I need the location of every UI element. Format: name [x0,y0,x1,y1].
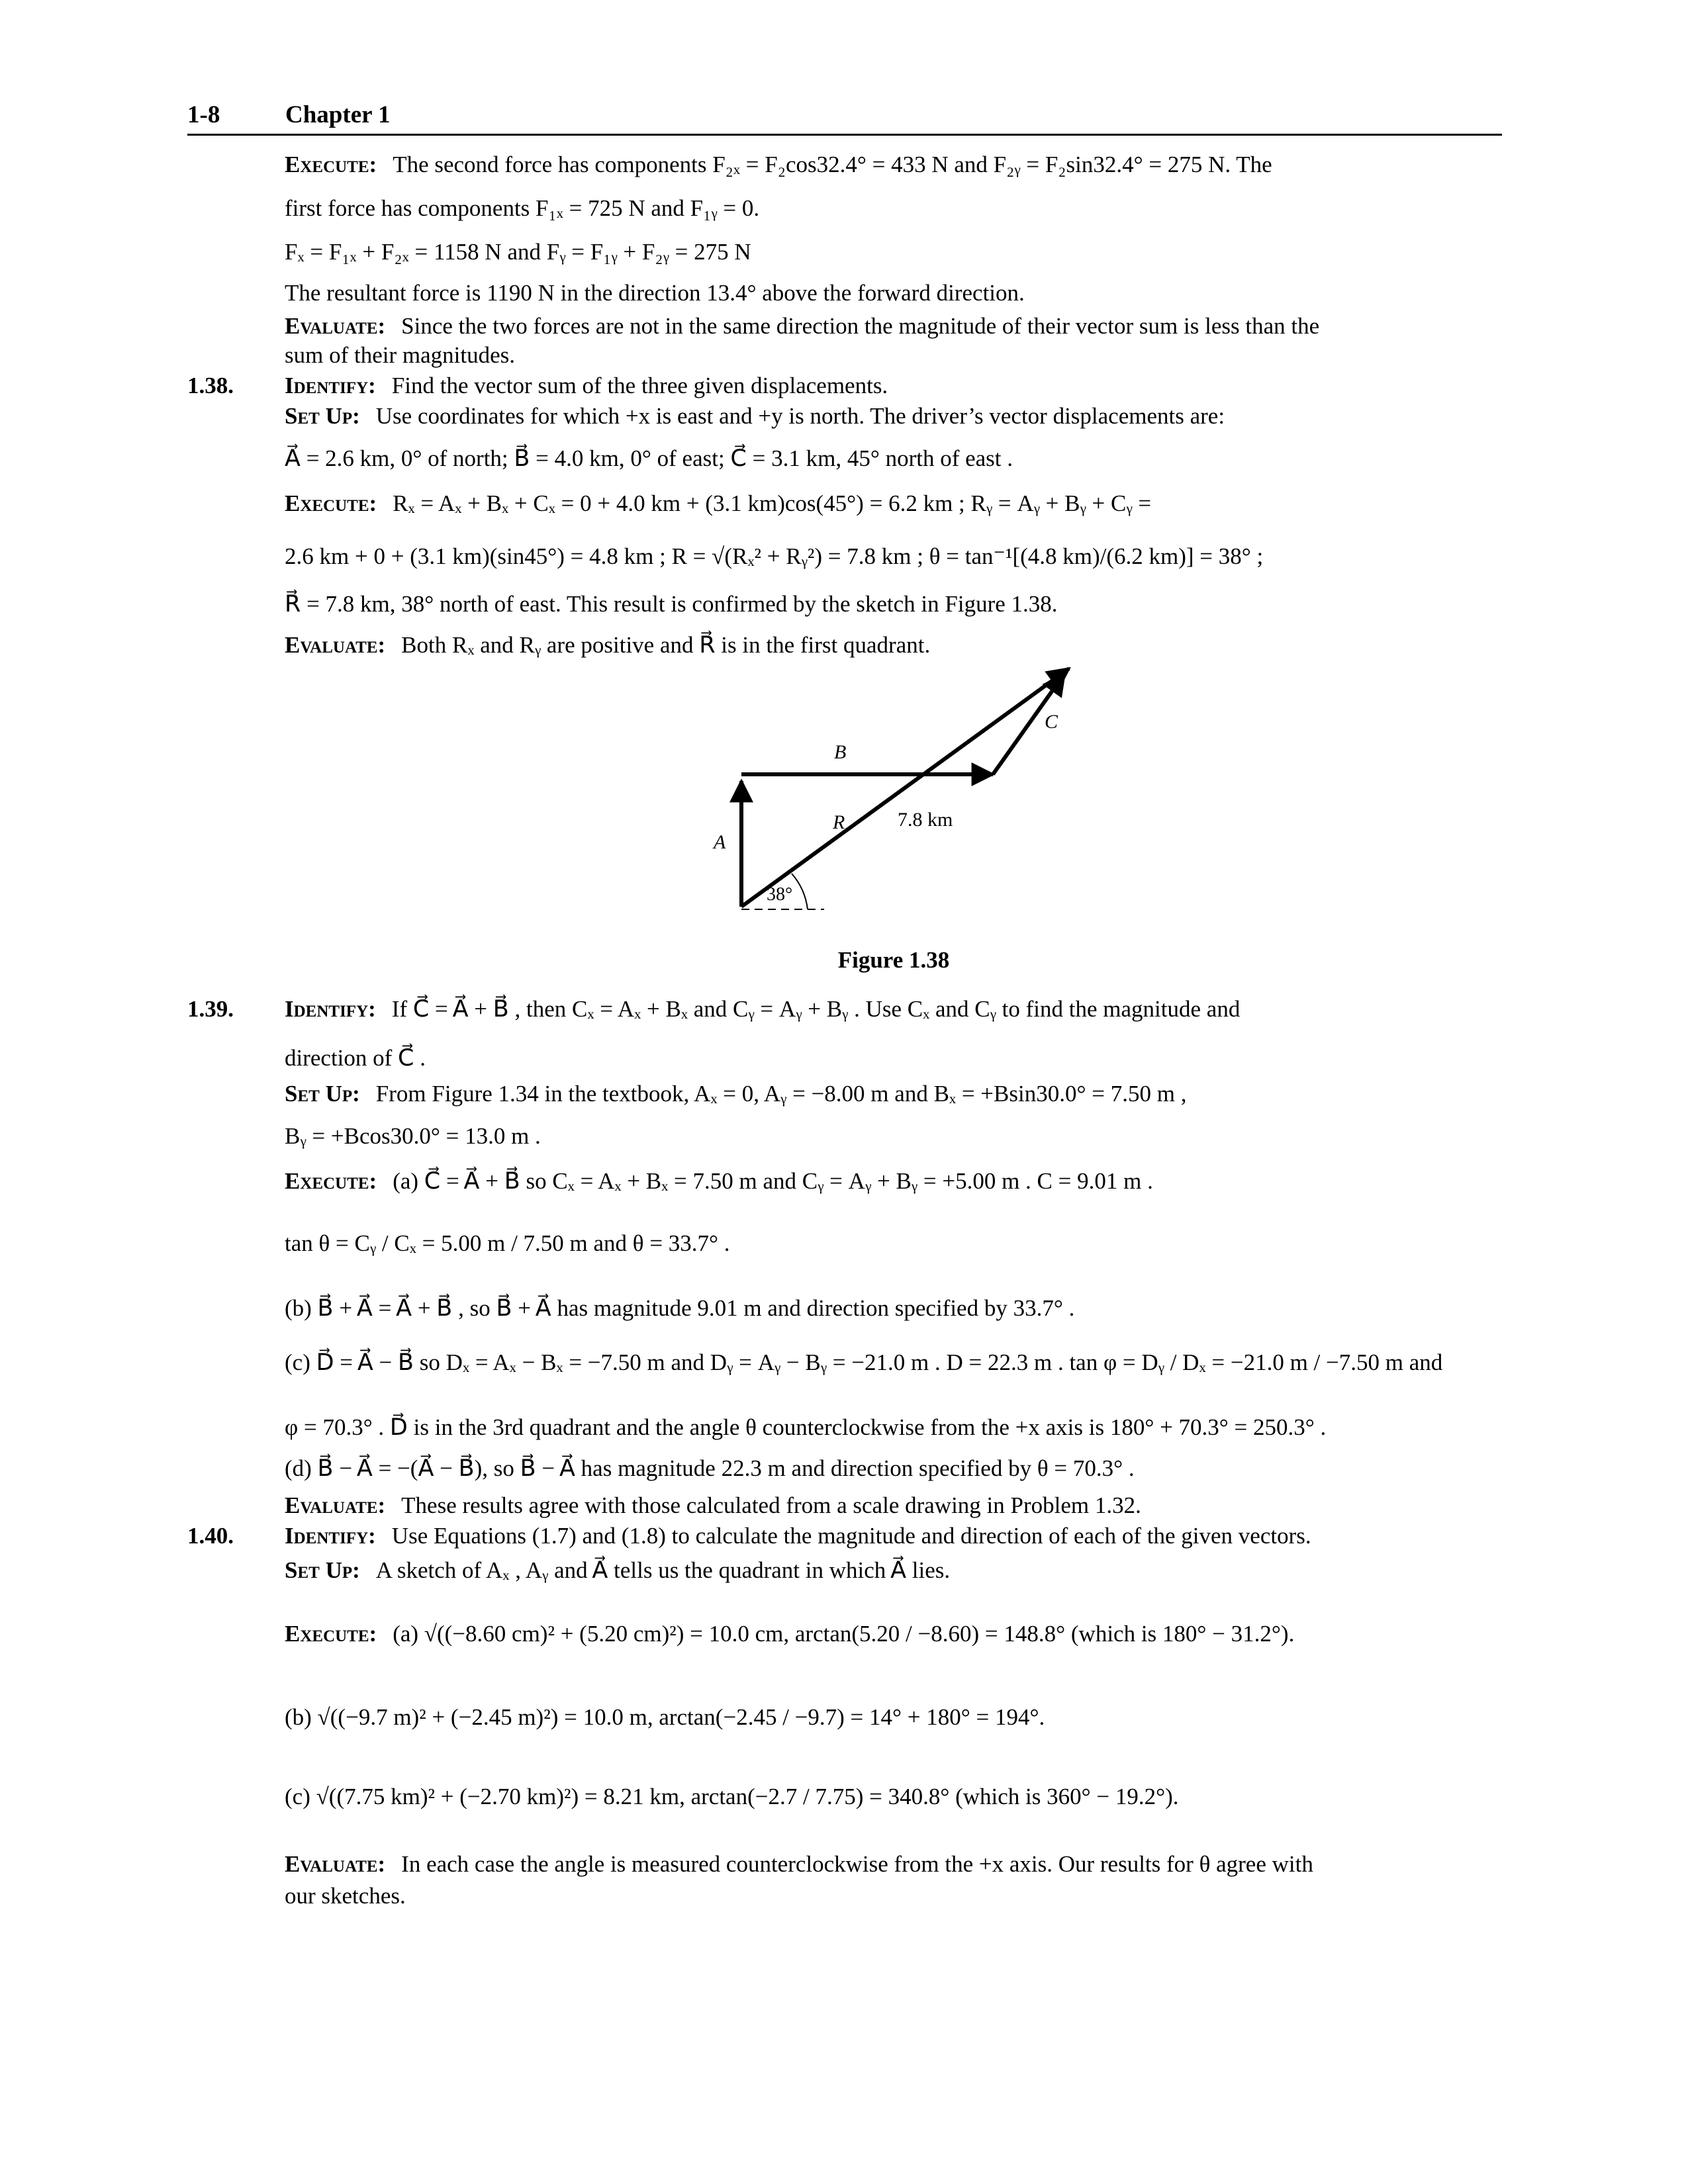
line-text: Bᵧ = +Bcos30.0° = 13.0 m . [285,1123,541,1149]
label-a: A⃗ [714,831,741,853]
page-number: 1-8 [187,101,220,128]
text-line [285,1490,1141,1521]
text-line [285,237,751,267]
section-label: Execute: [285,1621,377,1647]
text-line [285,1521,1311,1551]
section-label: Evaluate: [285,1492,386,1518]
line-text: Fₓ = F₁ₓ + F₂ₓ = 1158 N and Fᵧ = F₁ᵧ + F₂ᵧ = 275 N [285,239,751,265]
line-text: Use coordinates for which +x is east and +y is north. The driver’s vector displacements are: [375,403,1225,429]
section-label: Set Up: [285,403,360,429]
section-label: Execute: [285,1168,377,1194]
section-label: Set Up: [285,1081,360,1107]
section-label: Set Up: [285,1557,360,1583]
label-magnitude: 7.8 km [898,809,953,831]
text-line [285,278,1025,308]
vector-r [741,668,1069,907]
section-label: Execute: [285,152,377,177]
text-line [285,311,1319,341]
line-text: Both Rₓ and Rᵧ are positive and R⃗ is in the first quadrant. [401,632,931,658]
text-line [285,1293,1074,1324]
figure-1-38 [688,655,1112,933]
text-line [285,1043,426,1073]
text-line [285,401,1225,432]
text-line [285,1782,1179,1812]
section-label: Identify: [285,996,376,1022]
line-text: first force has components F₁ₓ = 725 N and F₁ᵧ = 0. [285,195,760,221]
label-r: R⃗ [833,811,861,833]
text-line [285,1619,1294,1649]
text-line [285,1881,406,1911]
text-line [285,541,1263,572]
chapter-title: Chapter 1 [285,101,391,128]
line-text: The second force has components F₂ₓ = F₂cos32.4° = 433 N and F₂ᵧ = F₂sin32.4° = 275 N. The [393,152,1272,177]
text-line [285,150,1272,180]
label-b: B⃗ [834,741,862,763]
text-line [285,443,1013,474]
text-line [285,488,1151,519]
line-text: (c) √((7.75 km)² + (−2.70 km)²) = 8.21 km, arctan(−2.7 / 7.75) = 340.8° (which is 360° − 19.2°). [285,1784,1179,1809]
section-label: Identify: [285,1523,376,1549]
line-text: sum of their magnitudes. [285,342,516,368]
page-header [187,99,1502,136]
line-text: tan θ = Cᵧ / Cₓ = 5.00 m / 7.50 m and θ = 33.7° . [285,1230,730,1256]
problem-number: 1.38. [187,373,234,398]
text-line [285,1166,1153,1197]
line-text: (a) C⃗ = A⃗ + B⃗ so Cₓ = Aₓ + Bₓ = 7.50 m and Cᵧ = Aᵧ + Bᵧ = +5.00 m . C = 9.01 m . [393,1168,1153,1194]
text-line [285,371,888,401]
figure-caption: Figure 1.38 [837,947,950,973]
line-text: Use Equations (1.7) and (1.8) to calculate the magnitude and direction of each of the given vectors. [391,1523,1311,1549]
text-line [285,1702,1045,1733]
line-text: R⃗ = 7.8 km, 38° north of east. This result is confirmed by the sketch in Figure 1.38. [285,591,1058,617]
label-angle: 38° [767,884,793,905]
problem-number: 1.40. [187,1523,234,1549]
line-text: In each case the angle is measured counterclockwise from the +x axis. Our results for θ agree with [401,1851,1313,1877]
text-line [285,994,1240,1024]
line-text: (b) B⃗ + A⃗ = A⃗ + B⃗ , so B⃗ + A⃗ has magnitude 9.01 m and direction specified by 33.7° . [285,1295,1075,1321]
section-label: Evaluate: [285,313,386,339]
line-text: our sketches. [285,1883,406,1909]
text-line [285,1555,950,1586]
angle-arc [792,874,808,909]
line-text: Rₓ = Aₓ + Bₓ + Cₓ = 0 + 4.0 km + (3.1 km)cos(45°) = 6.2 km ; Rᵧ = Aᵧ + Bᵧ + Cᵧ = [393,490,1152,516]
line-text: Since the two forces are not in the same direction the magnitude of their vector sum is less than the [401,313,1320,339]
line-text: (b) √((−9.7 m)² + (−2.45 m)²) = 10.0 m, arctan(−2.45 / −9.7) = 14° + 180° = 194°. [285,1704,1045,1730]
line-text: (d) B⃗ − A⃗ = −(A⃗ − B⃗), so B⃗ − A⃗ has magnitude 22.3 m and direction specified by θ = 70.3° . [285,1455,1135,1481]
line-text: If C⃗ = A⃗ + B⃗ , then Cₓ = Aₓ + Bₓ and Cᵧ = Aᵧ + Bᵧ . Use Cₓ and Cᵧ to find the magnitude and [391,996,1241,1022]
line-text: From Figure 1.34 in the textbook, Aₓ = 0, Aᵧ = −8.00 m and Bₓ = +Bsin30.0° = 7.50 m , [375,1081,1187,1107]
line-text: These results agree with those calculated from a scale drawing in Problem 1.32. [401,1492,1141,1518]
line-text: The resultant force is 1190 N in the direction 13.4° above the forward direction. [285,280,1025,306]
line-text: A sketch of Aₓ , Aᵧ and A⃗ tells us the quadrant in which A⃗ lies. [375,1557,951,1583]
text-line [285,1453,1135,1484]
line-text: (a) √((−8.60 cm)² + (5.20 cm)²) = 10.0 cm, arctan(5.20 / −8.60) = 148.8° (which is 180° − 31.2°). [393,1621,1295,1647]
text-line [285,1228,730,1259]
text-line [285,1412,1326,1443]
text-line [285,340,515,371]
line-text: A⃗ = 2.6 km, 0° of north; B⃗ = 4.0 km, 0° of east; C⃗ = 3.1 km, 45° north of east . [285,445,1013,471]
section-label: Identify: [285,373,376,398]
text-line [285,1121,541,1152]
text-line [285,193,759,224]
text-line [285,1079,1186,1109]
section-label: Execute: [285,490,377,516]
line-text: (c) D⃗ = A⃗ − B⃗ so Dₓ = Aₓ − Bₓ = −7.50 m and Dᵧ = Aᵧ − Bᵧ = −21.0 m . D = 22.3 m . tan φ = Dᵧ / Dₓ = −21.0 m / −7.50 m and [285,1349,1443,1375]
line-text: φ = 70.3° . D⃗ is in the 3rd quadrant and the angle θ counterclockwise from the +x axis is 180° + 70.3° = 250.3° . [285,1414,1327,1440]
line-text: direction of C⃗ . [285,1045,426,1071]
text-line [285,589,1058,619]
label-c: C⃗ [1045,711,1074,733]
problem-number: 1.39. [187,996,234,1022]
line-text: Find the vector sum of the three given displacements. [391,373,888,398]
line-text: 2.6 km + 0 + (3.1 km)(sin45°) = 4.8 km ; R = √(Rₓ² + Rᵧ²) = 7.8 km ; θ = tan⁻¹[(4.8 km)/(6.2 km)] = 38° ; [285,543,1264,569]
section-label: Evaluate: [285,1851,386,1877]
section-label: Evaluate: [285,632,386,658]
text-line [285,1849,1313,1880]
text-line [285,1347,1442,1378]
